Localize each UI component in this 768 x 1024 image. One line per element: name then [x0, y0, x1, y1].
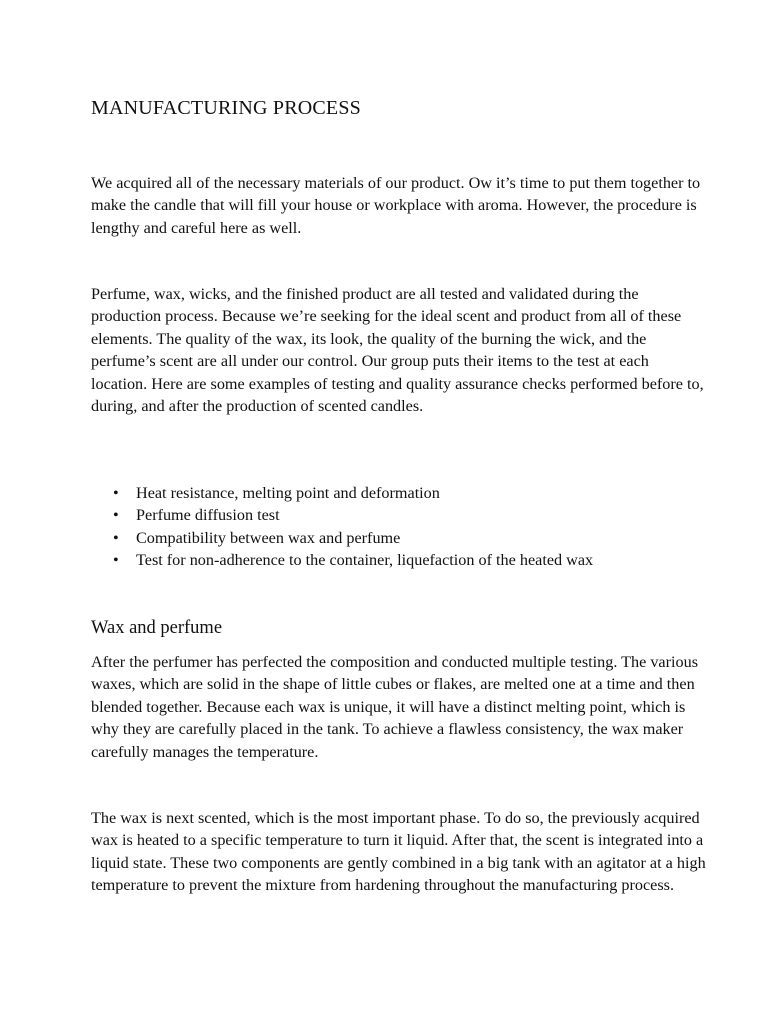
list-item — [113, 549, 593, 571]
scenting-paragraph: The wax is next scented, which is the most important phase. To do so, the previously acquired wax is heated to a specific temperature to turn it liquid. After that, the scent is integrated into a liquid state. These two components are gently combined in a big tank with an agitator at a high temperature to prevent the mixture from hardening throughout the manufacturing process. — [91, 809, 706, 895]
bullet-icon: • — [113, 551, 119, 570]
list-item — [113, 504, 593, 526]
list-item-text: Perfume diffusion test — [136, 506, 280, 525]
page-title: MANUFACTURING PROCESS — [91, 97, 361, 119]
list-item-text: Compatibility between wax and perfume — [136, 528, 401, 547]
bullet-icon: • — [113, 528, 119, 547]
section-heading: Wax and perfume — [91, 618, 223, 638]
wax-melting-paragraph: After the perfumer has perfected the composition and conducted multiple testing. The various waxes, which are solid in the shape of little cubes or flakes, are melted one at a time and then blended together. Because each wax is unique, it will have a distinct melting point, which is why they are carefully placed in the tank. To achieve a flawless consistency, the wax maker carefully manages the temperature. — [91, 653, 698, 761]
intro-paragraph: We acquired all of the necessary materials of our product. Ow it’s time to put them together to make the candle that will fill your house or workplace with aroma. However, the procedure is lengthy and careful here as well. — [91, 174, 701, 237]
bullet-icon: • — [113, 506, 119, 525]
testing-list — [113, 482, 593, 572]
bullet-icon: • — [113, 484, 119, 502]
testing-paragraph: Perfume, wax, wicks, and the finished product are all tested and validated during the production process. Because we’re seeking for the ideal scent and product from all of these elements. The quality of the wax, its look, the quality of the burning the wick, and the perfume’s scent are all under our control. Our group puts their items to the test at each location. Here are some examples of testing and quality assurance checks performed before to, during, and after the production of scented candles. — [91, 285, 704, 416]
list-item — [113, 527, 593, 549]
list-item-text: Test for non-adherence to the container, liquefaction of the heated wax — [136, 551, 594, 570]
list-item-text: Heat resistance, melting point and deformation — [136, 484, 440, 502]
list-item — [113, 482, 593, 504]
